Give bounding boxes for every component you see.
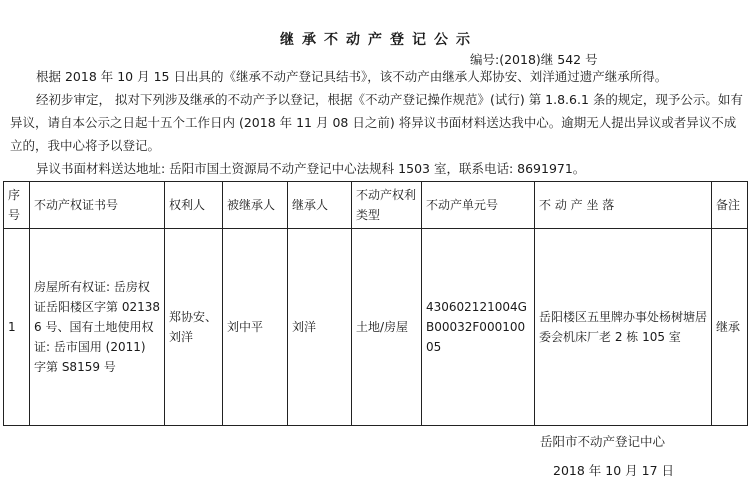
header-right-type: 不动产权利类型	[352, 182, 422, 229]
header-unit-no: 不动产单元号	[422, 182, 535, 229]
header-cert-no: 不动产权证书号	[30, 182, 165, 229]
cell-heir: 刘洋	[288, 229, 352, 426]
cell-unit-no: 430602121004GB00032F00010005	[422, 229, 535, 426]
cell-right-type: 土地/房屋	[352, 229, 422, 426]
cell-location: 岳阳楼区五里牌办事处杨树塘居委会机床厂老 2 栋 105 室	[535, 229, 712, 426]
page-title: 继承不动产登记公示	[280, 32, 478, 48]
table-header-row	[4, 182, 748, 229]
paragraph-objection-address: 异议书面材料送达地址: 岳阳市国土资源局不动产登记中心法规科 1503 室，联系电话: 8691971。	[36, 161, 586, 176]
paragraph-basis: 根据 2018 年 10 月 15 日出具的《继承不动产登记具结书》，该不动产由继承人郑协安、刘洋通过遗产继承所得。	[36, 69, 668, 84]
registration-table	[3, 181, 748, 426]
cell-seq: 1	[4, 229, 30, 426]
header-seq: 序号	[4, 182, 30, 229]
paragraph-announcement: 经初步审定， 拟对下列涉及继承的不动产予以登记，根据《不动产登记操作规范》(试行) 第 1.8.6.1 条的规定，现予公示。如有异议，请自本公示之日起十五个工作日内 (2018 年 11 月 08 日之前) 将异议书面材料送达我中心。逾期无人提出异议或者异议不成立的，我中心将予以登记。	[10, 92, 743, 153]
header-decedent: 被继承人	[223, 182, 288, 229]
issuing-organization: 岳阳市不动产登记中心	[540, 434, 666, 449]
header-remark: 备注	[712, 182, 748, 229]
header-heir: 继承人	[288, 182, 352, 229]
document-number: 编号:(2018)继 542 号	[470, 52, 598, 67]
cell-cert-no: 房屋所有权证: 岳房权证岳阳楼区字第 021386 号、国有土地使用权证: 岳市国用 (2011) 字第 S8159 号	[30, 229, 165, 426]
header-location: 不 动 产 坐 落	[535, 182, 712, 229]
cell-right-holder: 郑协安、刘洋	[165, 229, 223, 426]
issue-date: 2018 年 10 月 17 日	[553, 463, 674, 478]
header-right-holder: 权利人	[165, 182, 223, 229]
cell-remark: 继承	[712, 229, 748, 426]
table-row	[4, 229, 748, 426]
cell-decedent: 刘中平	[223, 229, 288, 426]
